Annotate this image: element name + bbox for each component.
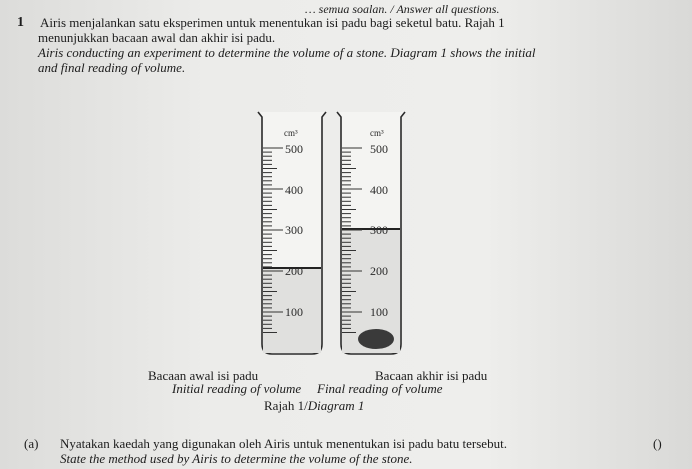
question-number: 1 — [17, 15, 24, 30]
tick-label-300-initial: 300 — [285, 223, 303, 237]
tick-label-200-initial: 200 — [285, 264, 303, 278]
instruction-header: … semua soalan. / Answer all questions. — [305, 2, 500, 16]
cylinder-initial — [258, 112, 326, 354]
tick-label-400-initial: 400 — [285, 183, 303, 197]
question-text-malay-line1: Airis menjalankan satu eksperimen untuk menentukan isi padu bagi seketul batu. Rajah 1 — [40, 15, 505, 30]
part-a-text-malay: Nyatakan kaedah yang digunakan oleh Airis untuk menentukan isi padu batu tersebut. — [60, 436, 507, 451]
question-text-english-line2: and final reading of volume. — [38, 60, 186, 75]
label-final-malay: Bacaan akhir isi padu — [375, 368, 488, 383]
question-text-malay-line2: menunjukkan bacaan awal dan akhir isi padu. — [38, 30, 276, 45]
diagram-caption-malay: Rajah 1/ — [264, 398, 308, 413]
question-text-english-line1: Airis conducting an experiment to determine the volume of a stone. Diagram 1 shows the initial — [38, 45, 536, 60]
marks-indicator: () — [653, 436, 662, 451]
unit-label-initial: cm³ — [284, 128, 298, 138]
label-initial-malay: Bacaan awal isi padu — [148, 368, 259, 383]
tick-label-100-initial: 100 — [285, 305, 303, 319]
label-final-english: Final reading of volume — [317, 381, 443, 396]
tick-label-500-initial: 500 — [285, 142, 303, 156]
stone-icon — [358, 329, 394, 349]
tick-label-500-final: 500 — [370, 142, 388, 156]
cylinder-final — [337, 112, 405, 354]
tick-label-400-final: 400 — [370, 183, 388, 197]
tick-label-200-final: 200 — [370, 264, 388, 278]
part-a-text-english: State the method used by Airis to determine the volume of the stone. — [60, 451, 413, 466]
tick-label-100-final: 100 — [370, 305, 388, 319]
label-initial-english: Initial reading of volume — [172, 381, 302, 396]
tick-label-300-final: 300 — [370, 223, 388, 237]
diagram-caption-english: Diagram 1 — [307, 398, 365, 413]
diagram-caption — [264, 398, 364, 414]
part-a-label: (a) — [24, 436, 39, 451]
unit-label-final: cm³ — [370, 128, 384, 138]
